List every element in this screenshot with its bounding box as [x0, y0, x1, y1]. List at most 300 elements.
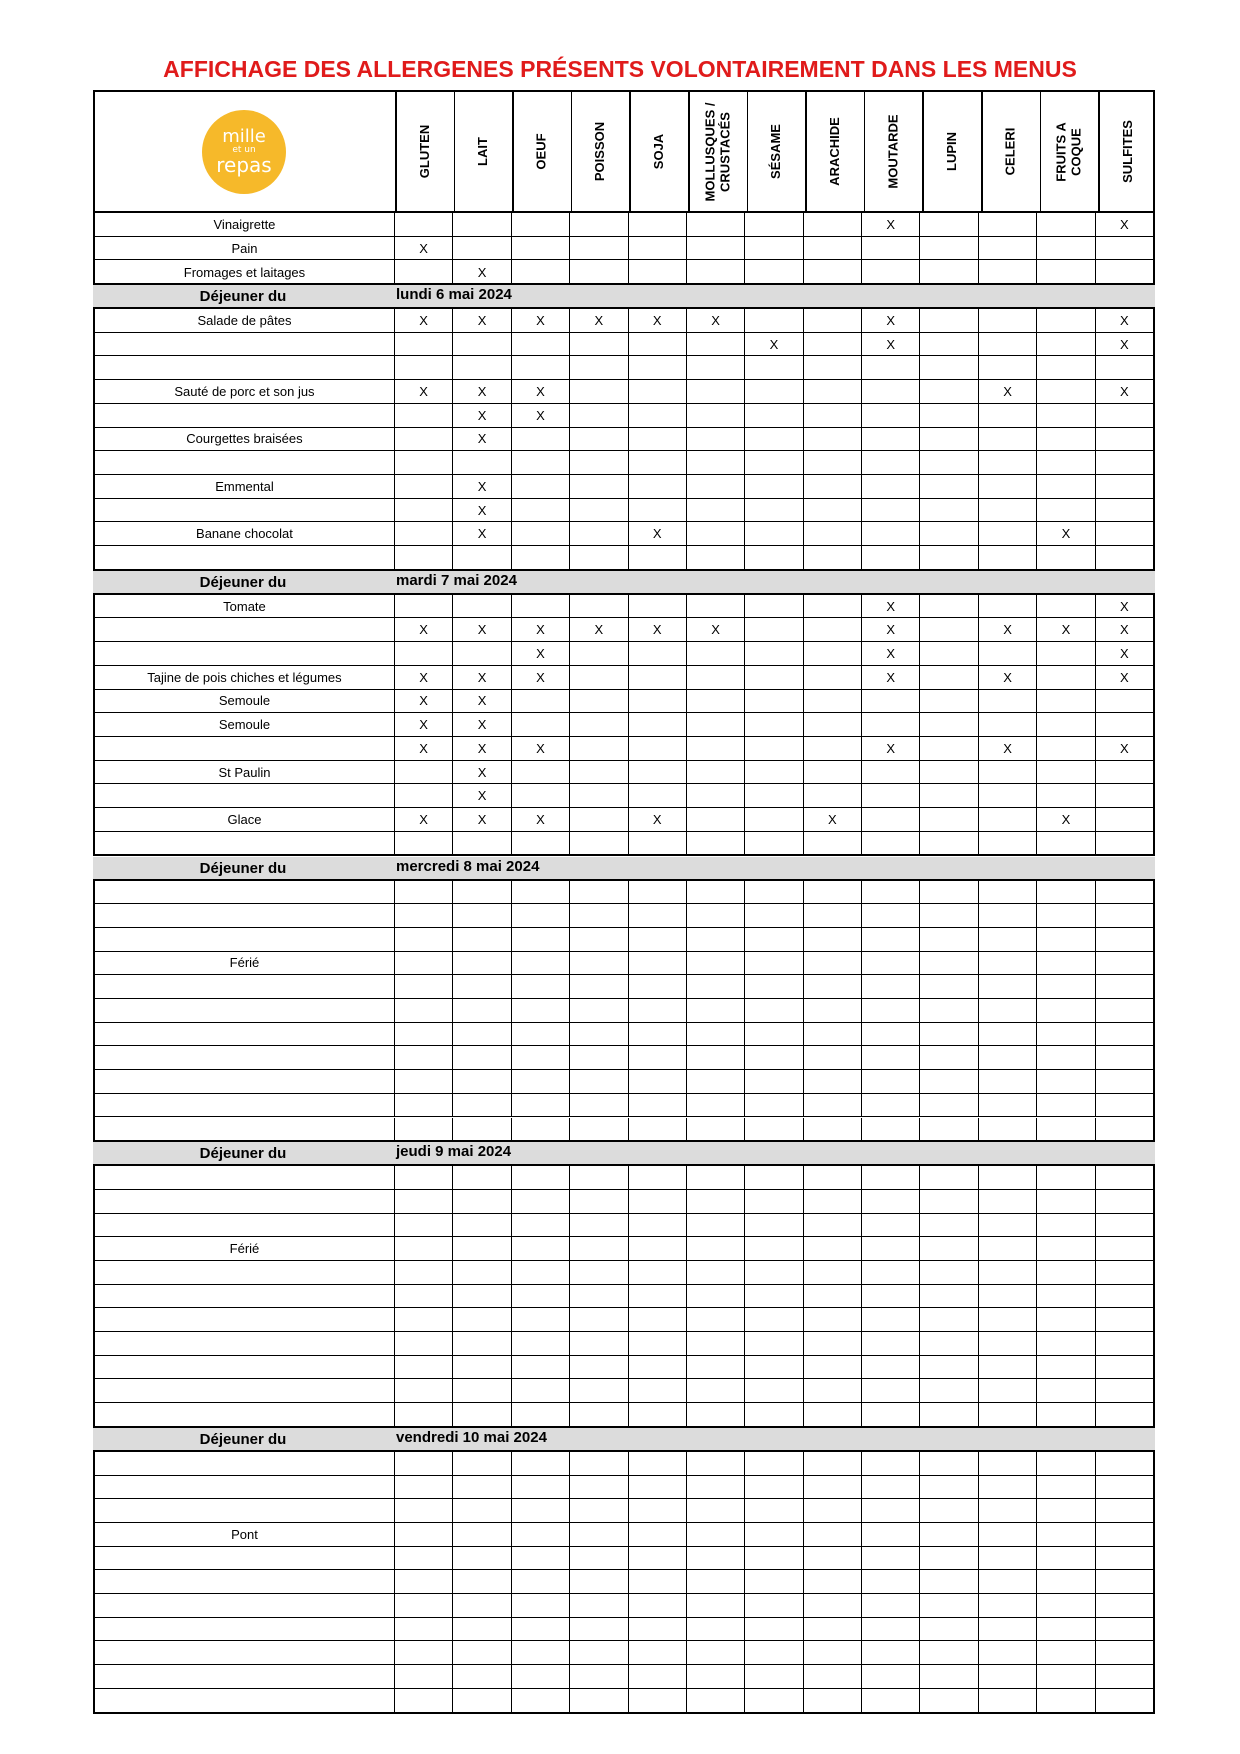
allergen-cell: [1095, 1261, 1153, 1284]
allergen-cell: [861, 904, 919, 927]
allergen-cell: [452, 975, 510, 998]
allergen-cell: [628, 713, 686, 736]
allergen-cell: [686, 784, 744, 807]
allergen-cell: [452, 1665, 510, 1688]
allergen-cell: X: [394, 713, 452, 736]
allergen-cell: [1095, 1403, 1153, 1427]
allergen-cell: [686, 1166, 744, 1189]
allergen-cell: [861, 237, 919, 260]
allergen-cell: [511, 522, 569, 545]
allergen-cell: [978, 1261, 1036, 1284]
logo-text: repas: [216, 153, 272, 177]
allergen-cell: [511, 1261, 569, 1284]
allergen-cell: [628, 213, 686, 236]
allergen-cell: [1036, 1190, 1094, 1213]
allergen-cell: X: [1095, 666, 1153, 689]
allergen-cell: [452, 1403, 510, 1427]
allergen-cell: [394, 522, 452, 545]
allergen-cell: [511, 1547, 569, 1570]
allergen-cell: [978, 761, 1036, 784]
table-row: [95, 832, 1153, 856]
allergen-cell: [394, 475, 452, 498]
allergen-cell: [744, 380, 802, 403]
allergen-cell: [803, 952, 861, 975]
dish-name: [95, 1190, 394, 1213]
allergen-cell: [744, 666, 802, 689]
allergen-cell: [1036, 213, 1094, 236]
allergen-cell: X: [452, 690, 510, 713]
table-row: [95, 1403, 1153, 1427]
allergen-cell: X: [569, 618, 627, 641]
allergen-cell: [686, 380, 744, 403]
allergen-cell: [919, 522, 977, 545]
allergen-cell: [569, 666, 627, 689]
allergen-cell: X: [1095, 618, 1153, 641]
allergen-cell: [1095, 1523, 1153, 1546]
day-header: [93, 571, 1155, 593]
allergen-cell: [744, 1214, 802, 1237]
allergen-cell: [803, 404, 861, 427]
allergen-cell: [803, 1403, 861, 1427]
allergen-cell: [861, 832, 919, 856]
allergen-cell: [394, 546, 452, 570]
allergen-cell: [686, 1452, 744, 1475]
dish-name: [95, 1285, 394, 1308]
allergen-cell: [803, 1046, 861, 1069]
allergen-cell: [394, 1689, 452, 1713]
allergen-cell: [1036, 761, 1094, 784]
allergen-cell: [978, 595, 1036, 618]
allergen-cell: [1036, 928, 1094, 951]
allergen-cell: [452, 1237, 510, 1260]
allergen-cell: [628, 1499, 686, 1522]
allergen-cell: [1036, 1499, 1094, 1522]
allergen-cell: [861, 784, 919, 807]
allergen-cell: [569, 1166, 627, 1189]
allergen-cell: [919, 975, 977, 998]
allergen-cell: [1036, 975, 1094, 998]
allergen-cell: [511, 475, 569, 498]
allergen-cell: [861, 546, 919, 570]
allergen-cell: X: [1095, 213, 1153, 236]
allergen-cell: [394, 1523, 452, 1546]
allergen-cell: [511, 881, 569, 904]
table-row: [95, 1070, 1153, 1094]
allergen-cell: [919, 1308, 977, 1331]
allergen-cell: [744, 1237, 802, 1260]
allergen-cell: [803, 1023, 861, 1046]
allergen-cell: [1095, 761, 1153, 784]
allergen-cell: [919, 808, 977, 831]
allergen-cell: [803, 1594, 861, 1617]
table-row: [95, 952, 1153, 976]
allergen-cell: [803, 881, 861, 904]
allergen-cell: [1095, 690, 1153, 713]
allergen-cell: [978, 1070, 1036, 1093]
allergen-cell: [919, 1665, 977, 1688]
allergen-cell: [803, 213, 861, 236]
allergen-cell: [1036, 260, 1094, 284]
dish-name: [95, 1379, 394, 1402]
allergen-cell: [919, 1452, 977, 1475]
allergen-cell: [803, 380, 861, 403]
allergen-cell: [686, 1118, 744, 1142]
allergen-cell: [511, 1214, 569, 1237]
allergen-cell: [1036, 1261, 1094, 1284]
table-row: [95, 642, 1153, 666]
allergen-cell: [744, 1641, 802, 1664]
table-row: [95, 1166, 1153, 1190]
allergen-cell: X: [394, 666, 452, 689]
allergen-cell: [919, 1285, 977, 1308]
allergen-cell: [628, 1190, 686, 1213]
allergen-cell: [569, 404, 627, 427]
allergen-cell: [686, 428, 744, 451]
allergen-cell: [803, 737, 861, 760]
table-row: [95, 1308, 1153, 1332]
allergen-cell: [919, 1547, 977, 1570]
allergen-cell: [978, 475, 1036, 498]
allergen-cell: [511, 213, 569, 236]
allergen-cell: [394, 1214, 452, 1237]
allergen-cell: [803, 1618, 861, 1641]
allergen-cell: [1036, 1023, 1094, 1046]
allergen-cell: [452, 1285, 510, 1308]
allergen-cell: [394, 1285, 452, 1308]
allergen-cell: [919, 1499, 977, 1522]
allergen-cell: [978, 1118, 1036, 1142]
allergen-cell: X: [511, 737, 569, 760]
allergen-cell: [744, 832, 802, 856]
allergen-cell: [1095, 1118, 1153, 1142]
allergen-cell: [628, 1641, 686, 1664]
allergen-cell: [919, 1261, 977, 1284]
allergen-cell: [394, 260, 452, 284]
allergen-header: [688, 90, 747, 213]
allergen-cell: [452, 904, 510, 927]
page-title: AFFICHAGE DES ALLERGENES PRÉSENTS VOLONTAIREMENT DANS LES MENUS: [163, 56, 1077, 82]
table-row: [95, 546, 1153, 570]
allergen-cell: [1095, 428, 1153, 451]
table-row: [95, 451, 1153, 475]
table-row: [95, 522, 1153, 546]
allergen-cell: [978, 713, 1036, 736]
table-row: [95, 999, 1153, 1023]
allergen-cell: [803, 1379, 861, 1402]
allergen-cell: [861, 475, 919, 498]
allergen-cell: X: [394, 237, 452, 260]
allergen-cell: [803, 1570, 861, 1593]
allergen-cell: [1095, 832, 1153, 856]
allergen-cell: [686, 1641, 744, 1664]
allergen-cell: [978, 832, 1036, 856]
allergen-cell: [978, 499, 1036, 522]
table-row: [95, 428, 1153, 452]
allergen-cell: [978, 1094, 1036, 1117]
day-label: Déjeuner du: [199, 1145, 287, 1163]
dish-name: [95, 999, 394, 1022]
allergen-cell: [919, 904, 977, 927]
allergen-cell: X: [452, 666, 510, 689]
allergen-cell: [1036, 380, 1094, 403]
allergen-cell: [1036, 666, 1094, 689]
allergen-cell: [1036, 784, 1094, 807]
table-row: [95, 784, 1153, 808]
allergen-cell: [1036, 1214, 1094, 1237]
allergen-cell: [803, 1476, 861, 1499]
allergen-header: [981, 90, 1040, 213]
allergen-cell: [744, 451, 802, 474]
allergen-cell: [1095, 1594, 1153, 1617]
allergen-cell: [394, 975, 452, 998]
allergen-cell: [1036, 1547, 1094, 1570]
allergen-cell: [628, 737, 686, 760]
table-row: [95, 499, 1153, 523]
allergen-cell: [861, 690, 919, 713]
day-label: Déjeuner du: [199, 859, 287, 877]
allergen-cell: [628, 1594, 686, 1617]
allergen-cell: [452, 1689, 510, 1713]
table-row: [95, 928, 1153, 952]
allergen-cell: [1095, 499, 1153, 522]
allergen-label: LAIT: [475, 137, 491, 166]
allergen-cell: [569, 237, 627, 260]
allergen-cell: [919, 1118, 977, 1142]
allergen-cell: [919, 595, 977, 618]
allergen-cell: [569, 1476, 627, 1499]
allergen-cell: [628, 904, 686, 927]
allergen-cell: [1095, 808, 1153, 831]
allergen-cell: [628, 1023, 686, 1046]
logo-text: et un: [232, 145, 256, 155]
day-label: Déjeuner du: [199, 573, 287, 591]
allergen-cell: [803, 1261, 861, 1284]
allergen-cell: [803, 904, 861, 927]
allergen-cell: [394, 1570, 452, 1593]
allergen-cell: [628, 1046, 686, 1069]
allergen-cell: [394, 832, 452, 856]
allergen-cell: [511, 1285, 569, 1308]
allergen-cell: [686, 1403, 744, 1427]
dish-name: [95, 784, 394, 807]
allergen-cell: [978, 1190, 1036, 1213]
allergen-cell: [919, 1379, 977, 1402]
allergen-cell: X: [1095, 309, 1153, 332]
allergen-cell: [628, 404, 686, 427]
allergen-cell: [686, 1523, 744, 1546]
allergen-cell: [1036, 1237, 1094, 1260]
allergen-cell: [1095, 1190, 1153, 1213]
allergen-cell: [511, 1665, 569, 1688]
allergen-cell: [628, 666, 686, 689]
allergen-cell: [1036, 1641, 1094, 1664]
allergen-cell: [744, 1118, 802, 1142]
dish-name: Semoule: [218, 717, 271, 733]
allergen-cell: [978, 1332, 1036, 1355]
allergen-cell: [686, 1332, 744, 1355]
allergen-cell: [978, 1403, 1036, 1427]
table-row: [95, 1523, 1153, 1547]
allergen-cell: [919, 690, 977, 713]
allergen-cell: [628, 1570, 686, 1593]
allergen-cell: [978, 1214, 1036, 1237]
allergen-cell: [1036, 737, 1094, 760]
allergen-cell: [394, 1237, 452, 1260]
table-row: [95, 1547, 1153, 1571]
allergen-cell: [569, 1070, 627, 1093]
allergen-cell: [394, 1166, 452, 1189]
allergen-cell: [511, 546, 569, 570]
allergen-cell: X: [861, 333, 919, 356]
allergen-cell: [1095, 975, 1153, 998]
allergen-cell: [978, 260, 1036, 284]
allergen-cell: [744, 1452, 802, 1475]
allergen-cell: [919, 1523, 977, 1546]
allergen-cell: [919, 1618, 977, 1641]
allergen-cell: [744, 595, 802, 618]
allergen-cell: [919, 666, 977, 689]
allergen-cell: [628, 451, 686, 474]
dish-name: [95, 737, 394, 760]
table-row: [95, 1261, 1153, 1285]
allergen-cell: [1095, 1214, 1153, 1237]
allergen-cell: [744, 356, 802, 379]
day-header: [93, 857, 1155, 879]
allergen-cell: [803, 690, 861, 713]
allergen-cell: X: [569, 309, 627, 332]
allergen-cell: [1095, 881, 1153, 904]
day-label: Déjeuner du: [199, 288, 287, 306]
allergen-cell: [511, 1499, 569, 1522]
allergen-cell: [861, 380, 919, 403]
allergen-cell: [452, 546, 510, 570]
day-date: mercredi 8 mai 2024: [396, 857, 540, 875]
allergen-cell: [744, 1166, 802, 1189]
allergen-cell: [744, 237, 802, 260]
allergen-cell: [394, 999, 452, 1022]
allergen-cell: [919, 1237, 977, 1260]
allergen-cell: [686, 260, 744, 284]
allergen-header: [1040, 90, 1099, 213]
allergen-cell: [452, 1023, 510, 1046]
allergen-cell: [452, 1166, 510, 1189]
allergen-cell: [1095, 1046, 1153, 1069]
allergen-cell: [744, 1308, 802, 1331]
allergen-cell: [452, 999, 510, 1022]
allergen-cell: [744, 546, 802, 570]
allergen-cell: [686, 1190, 744, 1213]
allergen-cell: [1095, 1379, 1153, 1402]
allergen-cell: [394, 1641, 452, 1664]
allergen-cell: [511, 1332, 569, 1355]
allergen-cell: [803, 1308, 861, 1331]
allergen-cell: [394, 428, 452, 451]
allergen-cell: [452, 1118, 510, 1142]
allergen-cell: [803, 1332, 861, 1355]
allergen-cell: [1095, 1166, 1153, 1189]
allergen-cell: [1036, 1665, 1094, 1688]
allergen-cell: [978, 451, 1036, 474]
dish-name: Tomate: [223, 598, 266, 614]
allergen-cell: [628, 475, 686, 498]
allergen-cell: [394, 1261, 452, 1284]
allergen-cell: [978, 642, 1036, 665]
allergen-cell: [394, 1379, 452, 1402]
allergen-cell: [861, 1641, 919, 1664]
allergen-cell: [452, 952, 510, 975]
allergen-cell: [1036, 642, 1094, 665]
allergen-label: MOUTARDE: [885, 114, 901, 189]
allergen-cell: [803, 1523, 861, 1546]
allergen-cell: [861, 1618, 919, 1641]
dish-name: [95, 975, 394, 998]
allergen-cell: [978, 928, 1036, 951]
allergen-cell: [1036, 451, 1094, 474]
allergen-cell: [803, 595, 861, 618]
allergen-cell: [1095, 522, 1153, 545]
allergen-cell: [744, 1689, 802, 1713]
allergen-cell: [744, 690, 802, 713]
allergen-cell: [861, 1190, 919, 1213]
allergen-cell: [744, 1332, 802, 1355]
dish-name: [95, 1641, 394, 1664]
dish-name: [95, 1618, 394, 1641]
allergen-cell: [511, 1379, 569, 1402]
table-block: [93, 1450, 1155, 1714]
allergen-cell: [569, 904, 627, 927]
allergen-cell: [978, 1547, 1036, 1570]
allergen-cell: [1095, 1641, 1153, 1664]
allergen-cell: [978, 213, 1036, 236]
table-row: [95, 475, 1153, 499]
allergen-cell: [569, 1594, 627, 1617]
allergen-cell: [1095, 713, 1153, 736]
allergen-cell: [1095, 1094, 1153, 1117]
allergen-cell: [919, 1689, 977, 1713]
allergen-cell: [744, 952, 802, 975]
allergen-cell: [861, 1570, 919, 1593]
allergen-cell: [744, 975, 802, 998]
allergen-cell: X: [452, 808, 510, 831]
allergen-cell: [628, 999, 686, 1022]
allergen-cell: [861, 1118, 919, 1142]
allergen-cell: [978, 1166, 1036, 1189]
allergen-cell: [1036, 952, 1094, 975]
allergen-cell: [919, 642, 977, 665]
dish-name: Emmental: [215, 478, 274, 494]
allergen-cell: [394, 1023, 452, 1046]
allergen-cell: [803, 522, 861, 545]
allergen-cell: [803, 832, 861, 856]
allergen-cell: [628, 1523, 686, 1546]
allergen-cell: [803, 713, 861, 736]
allergen-cell: [394, 356, 452, 379]
allergen-cell: [919, 1070, 977, 1093]
allergen-cell: [978, 952, 1036, 975]
allergen-cell: [1036, 713, 1094, 736]
dish-name: [95, 928, 394, 951]
allergen-cell: [569, 1332, 627, 1355]
allergen-cell: [686, 1094, 744, 1117]
allergen-cell: [1095, 237, 1153, 260]
allergen-cell: [569, 260, 627, 284]
dish-name: Courgettes braisées: [186, 431, 303, 447]
allergen-cell: [744, 1023, 802, 1046]
allergen-cell: [511, 499, 569, 522]
allergen-cell: [686, 1499, 744, 1522]
allergen-cell: [1095, 546, 1153, 570]
allergen-cell: [628, 499, 686, 522]
